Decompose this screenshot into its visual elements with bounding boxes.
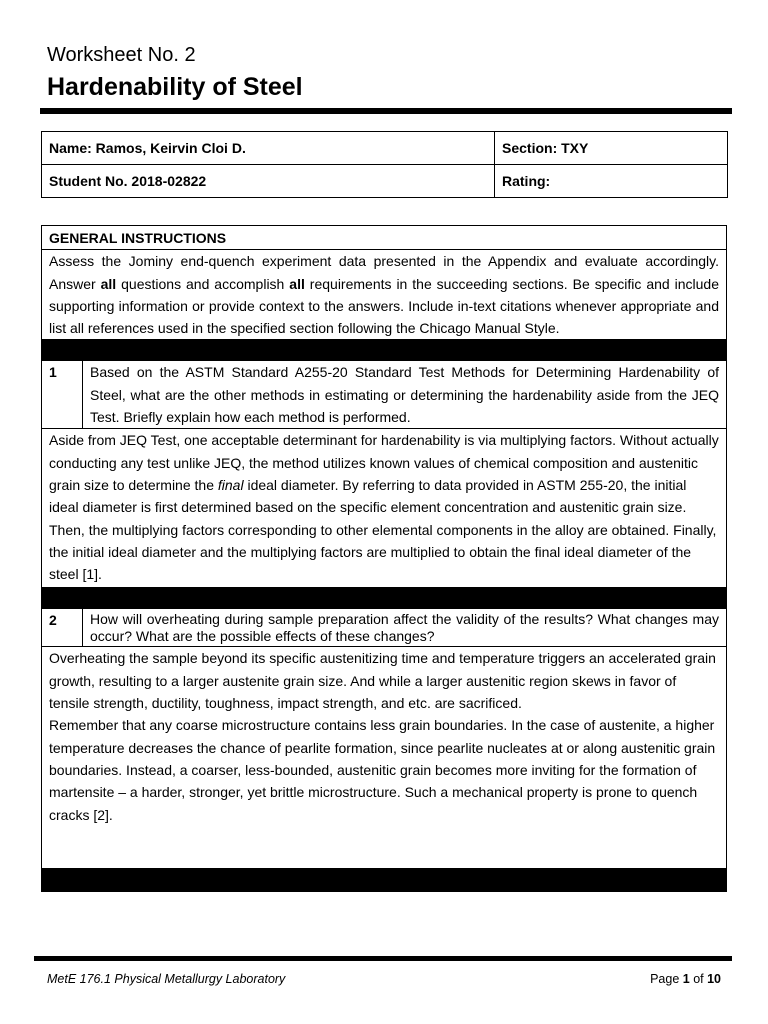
answer-1-italic: final [217,476,244,493]
footer-course: MetE 176.1 Physical Metallurgy Laboratory [47,972,286,986]
rating-cell: Rating: [495,165,728,198]
instructions-heading: GENERAL INSTRUCTIONS [42,226,727,250]
instructions-body [42,250,727,340]
question-2-text: How will overheating during sample preparation affect the validity of the results? What changes may occur? What are the possible effects of these changes? [83,609,727,647]
instructions-text-2: questions and accomplish [116,275,290,292]
answer-1-text-a: Aside from JEQ Test, one acceptable determinant for hardenability is via multiplying factors. Without actually conducting any test unlike JEQ, the method utilizes known values of chemical composition and austenitic grain size to determine the [49,432,719,493]
separator-bar [42,588,727,609]
answer-2-paragraph-1: Overheating the sample beyond its specific austenitizing time and temperature triggers an accelerated grain growth, resulting to a larger austenite grain size. And while a larger austenitic region skews in favor of tensile strength, ductility, toughness, impact strength, and etc. are sacrificed. [49,650,716,712]
worksheet-table [41,225,727,892]
page-current: 1 [682,972,690,986]
answer-2-paragraph-2: Remember that any coarse microstructure contains less grain boundaries. In the case of austenite, a higher temperature decreases the chance of pearlite formation, since pearlite nucleates at or along austenitic grain boundaries. Instead, a coarser, less-bounded, austenitic grain becomes more inviting for the formation of martensite – a harder, stronger, yet brittle microstructure. Such a mechanical property is prone to quench cracks [2]. [49,717,716,823]
answer-2 [42,647,727,869]
question-1-text: Based on the ASTM Standard A255-20 Standard Test Methods for Determining Hardenability of Steel, what are the other methods in estimating or determining the hardenability aside from the JEQ Test. Briefly explain how each method is performed. [83,361,727,429]
instructions-text-1: Assess the Jominy end-quench experiment data presented in the Appendix and evaluate accordingly. Answer [49,253,719,292]
student-number-cell: Student No. 2018-02822 [42,165,495,198]
instructions-text-3: requirements in the succeeding sections. Be specific and include supporting information or provide context to the answers. Include in-text citations whenever appropriate and list all references used in the specified section following the Chicago Manual Style. [49,275,719,337]
student-info-table [41,131,728,198]
separator-bar [42,869,727,892]
page-of: of [689,972,708,986]
question-1-number: 1 [42,361,83,429]
page-total: 10 [707,972,721,986]
answer-1 [42,429,727,588]
header-rule [40,108,732,114]
instructions-bold-1: all [100,275,117,292]
instructions-bold-2: all [289,275,305,292]
question-2-number: 2 [42,609,83,647]
page-prefix: Page [650,972,683,986]
worksheet-number: Worksheet No. 2 [47,44,196,66]
separator-bar [42,340,727,361]
answer-1-text-b: ideal diameter. By referring to data provided in ASTM 255-20, the initial ideal diameter is first determined based on the specific element concentration and austenitic grain size. Then, the multiplying factors corresponding to other elemental components in the alloy are obtained. Finally, the initial ideal diameter and the multiplying factors are multiplied to obtain the final ideal diameter of the steel [1]. [49,476,717,583]
page-number [650,972,721,986]
section-cell: Section: TXY [495,132,728,165]
footer-rule [34,956,732,961]
page-title: Hardenability of Steel [47,73,303,101]
name-cell: Name: Ramos, Keirvin Cloi D. [42,132,495,165]
